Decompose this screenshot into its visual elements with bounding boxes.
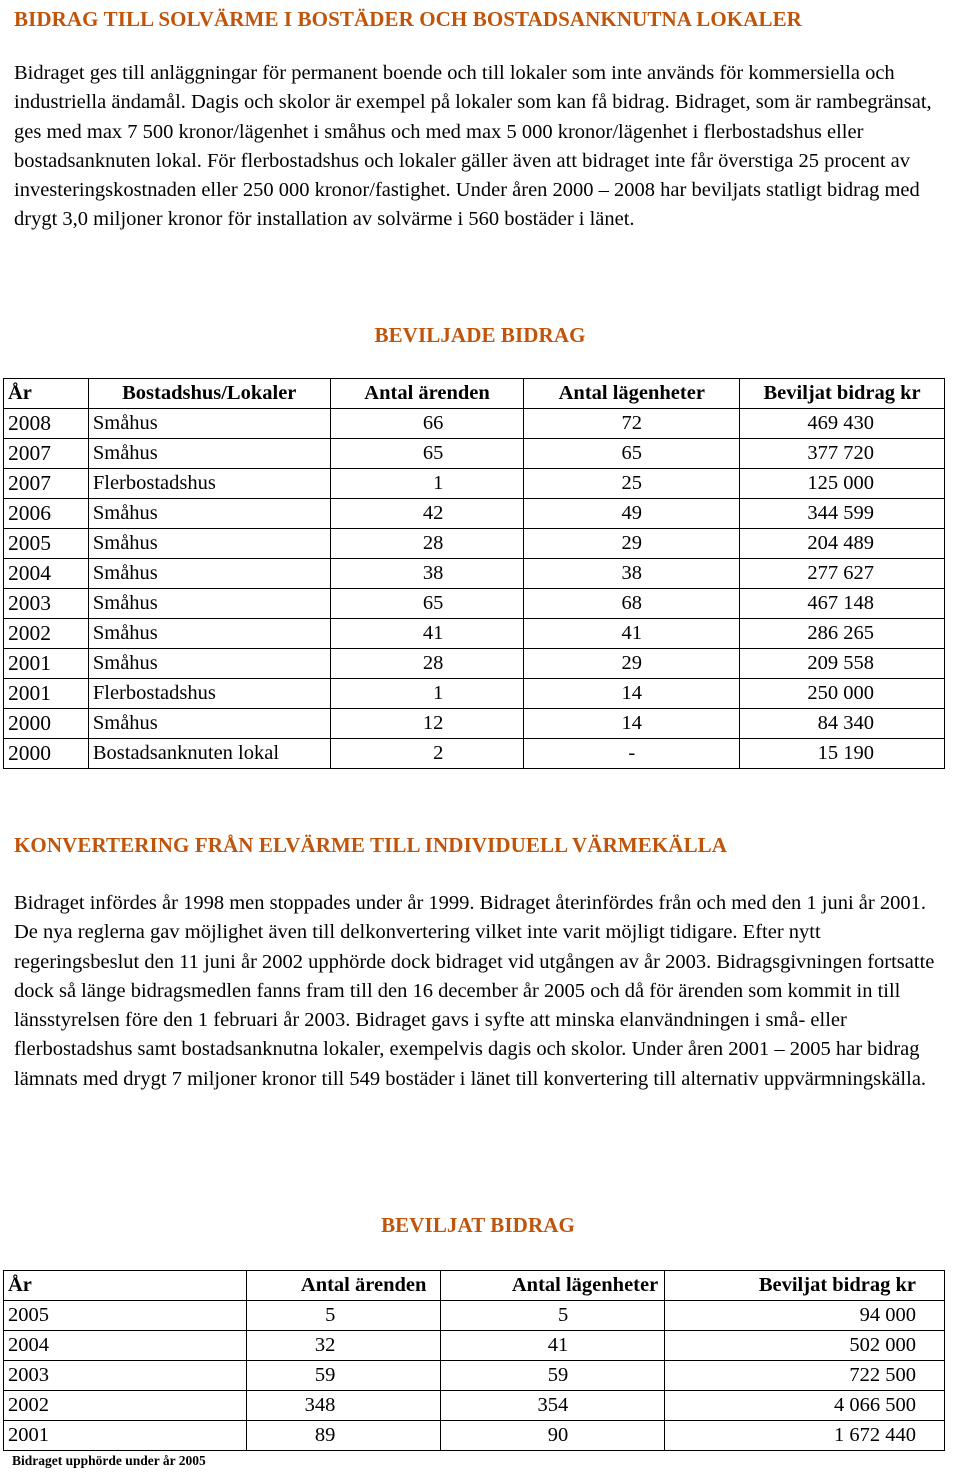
cell-type: Bostadsanknuten lokal (88, 739, 330, 769)
cell-type: Småhus (88, 589, 330, 619)
cell-cases: 89 (246, 1421, 441, 1451)
cell-grant: 4 066 500 (665, 1391, 945, 1421)
cell-type: Småhus (88, 619, 330, 649)
cell-year: 2007 (4, 469, 89, 499)
section-body-solvarme: Bidraget ges till anläggningar för permanent boende och till lokaler som inte används för kommersiella och industriella ändamål. Dagis och skolor är exempel på lokaler som kan få bidrag. Bidraget, som är rambegränsat, ges med max 7 500 kronor/lägenhet i småhus och med max 5 000 kronor/lägenhet i flerbostadshus eller bostadsanknuten lokal. För flerbostadshus och lokaler gäller även att bidraget inte får överstiga 25 procent av investeringskostnaden eller 250 000 kronor/fastighet. Under åren 2000 – 2008 har beviljats statligt bidrag med drygt 3,0 miljoner kronor för installation av solvärme i 560 bostäder i länet. (14, 62, 932, 231)
table-row (4, 1331, 945, 1361)
cell-year: 2001 (4, 1421, 247, 1451)
table-row (4, 1301, 945, 1331)
cell-type: Småhus (88, 499, 330, 529)
cell-cases: 59 (246, 1361, 441, 1391)
cell-cases: 2 (330, 739, 524, 769)
cell-apartments: 38 (524, 559, 740, 589)
cell-grant: 286 265 (740, 619, 945, 649)
cell-type: Småhus (88, 439, 330, 469)
table-row (4, 499, 945, 529)
cell-type: Småhus (88, 409, 330, 439)
cell-cases: 38 (330, 559, 524, 589)
cell-cases: 1 (330, 679, 524, 709)
cell-cases: 28 (330, 649, 524, 679)
cell-grant: 377 720 (740, 439, 945, 469)
cell-grant: 467 148 (740, 589, 945, 619)
table-row (4, 1421, 945, 1451)
col-header-type: Bostadshus/Lokaler (88, 379, 330, 409)
col-header-apartments: Antal lägenheter (524, 379, 740, 409)
cell-type: Småhus (88, 709, 330, 739)
cell-year: 2000 (4, 709, 89, 739)
cell-cases: 65 (330, 589, 524, 619)
table-title-beviljade-bidrag: BEVILJADE BIDRAG (374, 323, 586, 347)
cell-grant: 250 000 (740, 679, 945, 709)
table-footnote: Bidraget upphörde under år 2005 (12, 1453, 206, 1468)
cell-cases: 1 (330, 469, 524, 499)
cell-apartments: 354 (441, 1391, 665, 1421)
col-header-year: År (4, 1271, 247, 1301)
cell-apartments: 41 (524, 619, 740, 649)
cell-grant: 94 000 (665, 1301, 945, 1331)
cell-year: 2006 (4, 499, 89, 529)
cell-apartments: - (524, 739, 740, 769)
table-title-beviljat-bidrag: BEVILJAT BIDRAG (381, 1213, 575, 1237)
cell-grant: 344 599 (740, 499, 945, 529)
cell-cases: 12 (330, 709, 524, 739)
table-row (4, 589, 945, 619)
cell-apartments: 29 (524, 649, 740, 679)
cell-type: Småhus (88, 559, 330, 589)
cell-type: Flerbostadshus (88, 679, 330, 709)
table-row (4, 409, 945, 439)
cell-year: 2005 (4, 1301, 247, 1331)
section-title-konvertering: KONVERTERING FRÅN ELVÄRME TILL INDIVIDUELL VÄRMEKÄLLA (14, 833, 728, 857)
col-header-grant: Beviljat bidrag kr (740, 379, 945, 409)
table-header-row (4, 1271, 945, 1301)
section-title-solvarme: BIDRAG TILL SOLVÄRME I BOSTÄDER OCH BOSTADSANKNUTNA LOKALER (14, 7, 802, 31)
cell-apartments: 59 (441, 1361, 665, 1391)
cell-grant: 204 489 (740, 529, 945, 559)
col-header-apartments: Antal lägenheter (441, 1271, 665, 1301)
cell-apartments: 29 (524, 529, 740, 559)
cell-year: 2000 (4, 739, 89, 769)
cell-apartments: 14 (524, 679, 740, 709)
table-row (4, 619, 945, 649)
cell-year: 2007 (4, 439, 89, 469)
cell-cases: 42 (330, 499, 524, 529)
cell-apartments: 49 (524, 499, 740, 529)
table-row (4, 1361, 945, 1391)
section-body-konvertering: Bidraget infördes år 1998 men stoppades under år 1999. Bidraget återinfördes från och med den 1 juni år 2001. De nya reglerna gav möjlighet även till delkonvertering vilket inte varit möjligt tidigare. Efter nytt regeringsbeslut den 11 juni år 2002 upphörde dock bidraget vid utgången av år 2003. Bidragsgivningen fortsatte dock så länge bidragsmedlen fanns fram till den 16 december år 2005 och då för ärenden som kommit in till länsstyrelsen före den 1 februari år 2003. Bidraget gavs i syfte att minska elanvändningen i små- eller flerbostadshus samt bostadsanknutna lokaler, exempelvis dagis och skolor. Under åren 2001 – 2005 har bidrag lämnats med drygt 7 miljoner kronor till 549 bostäder i länet till konvertering till alternativ uppvärmningskälla. (14, 892, 935, 1090)
table-row (4, 439, 945, 469)
cell-year: 2003 (4, 1361, 247, 1391)
cell-cases: 41 (330, 619, 524, 649)
cell-type: Flerbostadshus (88, 469, 330, 499)
cell-apartments: 25 (524, 469, 740, 499)
cell-cases: 65 (330, 439, 524, 469)
cell-apartments: 72 (524, 409, 740, 439)
cell-cases: 32 (246, 1331, 441, 1361)
cell-apartments: 41 (441, 1331, 665, 1361)
table-row (4, 559, 945, 589)
beviljat-bidrag-table (3, 1270, 945, 1451)
col-header-cases: Antal ärenden (330, 379, 524, 409)
cell-year: 2001 (4, 679, 89, 709)
table-row (4, 739, 945, 769)
cell-year: 2002 (4, 619, 89, 649)
cell-grant: 209 558 (740, 649, 945, 679)
cell-cases: 5 (246, 1301, 441, 1331)
cell-year: 2004 (4, 559, 89, 589)
cell-year: 2001 (4, 649, 89, 679)
table-header-row (4, 379, 945, 409)
cell-cases: 28 (330, 529, 524, 559)
cell-year: 2002 (4, 1391, 247, 1421)
table-row (4, 679, 945, 709)
cell-grant: 84 340 (740, 709, 945, 739)
cell-apartments: 68 (524, 589, 740, 619)
cell-apartments: 90 (441, 1421, 665, 1451)
cell-cases: 348 (246, 1391, 441, 1421)
cell-grant: 15 190 (740, 739, 945, 769)
table-row (4, 709, 945, 739)
cell-cases: 66 (330, 409, 524, 439)
cell-type: Småhus (88, 529, 330, 559)
cell-apartments: 65 (524, 439, 740, 469)
cell-apartments: 14 (524, 709, 740, 739)
col-header-year: År (4, 379, 89, 409)
col-header-grant: Beviljat bidrag kr (665, 1271, 945, 1301)
table-row (4, 1391, 945, 1421)
cell-grant: 277 627 (740, 559, 945, 589)
table-row (4, 469, 945, 499)
cell-year: 2008 (4, 409, 89, 439)
cell-year: 2004 (4, 1331, 247, 1361)
cell-grant: 502 000 (665, 1331, 945, 1361)
cell-grant: 469 430 (740, 409, 945, 439)
cell-year: 2003 (4, 589, 89, 619)
cell-grant: 722 500 (665, 1361, 945, 1391)
table-row (4, 649, 945, 679)
cell-grant: 125 000 (740, 469, 945, 499)
table-row (4, 529, 945, 559)
cell-grant: 1 672 440 (665, 1421, 945, 1451)
cell-apartments: 5 (441, 1301, 665, 1331)
col-header-cases: Antal ärenden (246, 1271, 441, 1301)
beviljade-bidrag-table (3, 378, 945, 769)
cell-year: 2005 (4, 529, 89, 559)
cell-type: Småhus (88, 649, 330, 679)
